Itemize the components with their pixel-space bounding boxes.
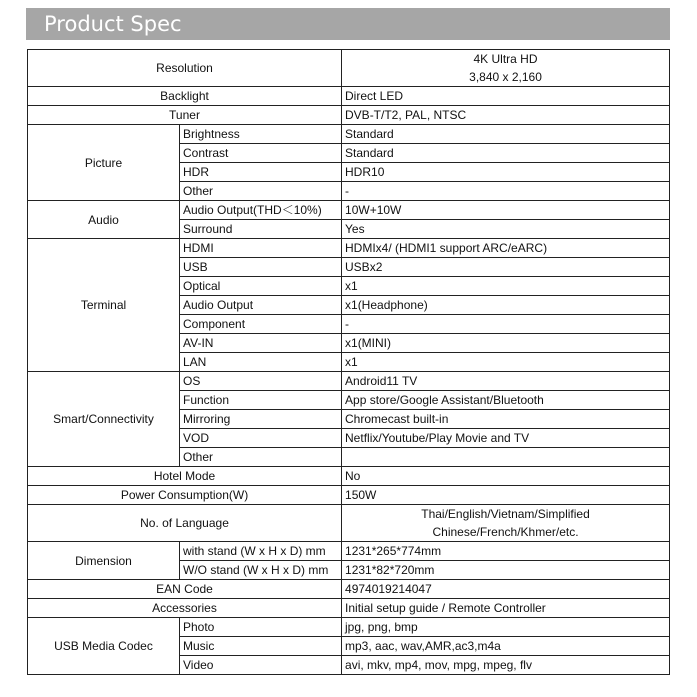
table-row <box>28 505 670 542</box>
table-row <box>28 542 670 561</box>
spec-sub-label: Photo <box>180 618 342 637</box>
spec-value: Netflix/Youtube/Play Movie and TV <box>342 429 670 448</box>
spec-sub-label: LAN <box>180 353 342 372</box>
spec-group-label: Audio <box>28 201 180 239</box>
spec-value: 150W <box>342 486 670 505</box>
spec-value: mp3, aac, wav,AMR,ac3,m4a <box>342 637 670 656</box>
spec-sub-label: Other <box>180 182 342 201</box>
spec-value: Chromecast built-in <box>342 410 670 429</box>
spec-sub-label: Optical <box>180 277 342 296</box>
spec-sub-label: HDR <box>180 163 342 182</box>
spec-value: 1231*265*774mm <box>342 542 670 561</box>
table-row <box>28 486 670 505</box>
spec-label: Hotel Mode <box>28 467 342 486</box>
spec-value-line: 3,840 x 2,160 <box>469 70 542 84</box>
spec-sub-label: OS <box>180 372 342 391</box>
spec-sub-label: Other <box>180 448 342 467</box>
spec-value: 4974019214047 <box>342 580 670 599</box>
spec-label: Backlight <box>28 87 342 106</box>
spec-value: - <box>342 182 670 201</box>
table-row <box>28 50 670 87</box>
spec-group-label: Picture <box>28 125 180 201</box>
spec-sub-label: Contrast <box>180 144 342 163</box>
spec-value-line: Thai/English/Vietnam/Simplified <box>421 507 590 521</box>
spec-value: x1(MINI) <box>342 334 670 353</box>
spec-sub-label: Music <box>180 637 342 656</box>
spec-value: Yes <box>342 220 670 239</box>
spec-value: USBx2 <box>342 258 670 277</box>
table-row <box>28 87 670 106</box>
spec-sub-label: Component <box>180 315 342 334</box>
spec-sub-label: Brightness <box>180 125 342 144</box>
spec-sub-label: with stand (W x H x D) mm <box>180 542 342 561</box>
spec-label: No. of Language <box>28 505 342 542</box>
table-row <box>28 599 670 618</box>
spec-sub-label: AV-IN <box>180 334 342 353</box>
spec-sub-label: VOD <box>180 429 342 448</box>
spec-value: x1 <box>342 277 670 296</box>
spec-value: No <box>342 467 670 486</box>
spec-sub-label: Function <box>180 391 342 410</box>
spec-group-label: Smart/Connectivity <box>28 372 180 467</box>
spec-value: avi, mkv, mp4, mov, mpg, mpeg, flv <box>342 656 670 675</box>
spec-value: x1 <box>342 353 670 372</box>
spec-value: 1231*82*720mm <box>342 561 670 580</box>
spec-label: Accessories <box>28 599 342 618</box>
spec-value: x1(Headphone) <box>342 296 670 315</box>
spec-value: Android11 TV <box>342 372 670 391</box>
table-row <box>28 372 670 391</box>
spec-value <box>342 50 670 87</box>
spec-value: App store/Google Assistant/Bluetooth <box>342 391 670 410</box>
spec-value <box>342 448 670 467</box>
table-row <box>28 618 670 637</box>
spec-value: Standard <box>342 125 670 144</box>
spec-value: - <box>342 315 670 334</box>
spec-sub-label: USB <box>180 258 342 277</box>
spec-value: jpg, png, bmp <box>342 618 670 637</box>
spec-value: HDR10 <box>342 163 670 182</box>
spec-value-line: 4K Ultra HD <box>473 52 538 66</box>
spec-sub-label: W/O stand (W x H x D) mm <box>180 561 342 580</box>
spec-value: Initial setup guide / Remote Controller <box>342 599 670 618</box>
spec-value: DVB-T/T2, PAL, NTSC <box>342 106 670 125</box>
spec-sub-label: Audio Output(THD＜10%) <box>180 201 342 220</box>
spec-value: Direct LED <box>342 87 670 106</box>
table-row <box>28 239 670 258</box>
spec-group-label: Dimension <box>28 542 180 580</box>
section-title: Product Spec <box>44 12 182 36</box>
spec-sub-label: Mirroring <box>180 410 342 429</box>
table-row <box>28 125 670 144</box>
table-row <box>28 201 670 220</box>
spec-group-label: USB Media Codec <box>28 618 180 675</box>
spec-value: 10W+10W <box>342 201 670 220</box>
spec-label: Power Consumption(W) <box>28 486 342 505</box>
spec-value <box>342 505 670 542</box>
table-row <box>28 467 670 486</box>
spec-sub-label: Surround <box>180 220 342 239</box>
spec-sub-label: Audio Output <box>180 296 342 315</box>
section-header <box>26 8 670 40</box>
spec-value-line: Chinese/French/Khmer/etc. <box>432 525 579 539</box>
spec-table <box>27 49 670 675</box>
spec-value: Standard <box>342 144 670 163</box>
spec-label: Resolution <box>28 50 342 87</box>
spec-label: Tuner <box>28 106 342 125</box>
table-row <box>28 106 670 125</box>
spec-label: EAN Code <box>28 580 342 599</box>
spec-group-label: Terminal <box>28 239 180 372</box>
spec-sub-label: HDMI <box>180 239 342 258</box>
spec-sub-label: Video <box>180 656 342 675</box>
spec-value: HDMIx4/ (HDMI1 support ARC/eARC) <box>342 239 670 258</box>
table-row <box>28 580 670 599</box>
